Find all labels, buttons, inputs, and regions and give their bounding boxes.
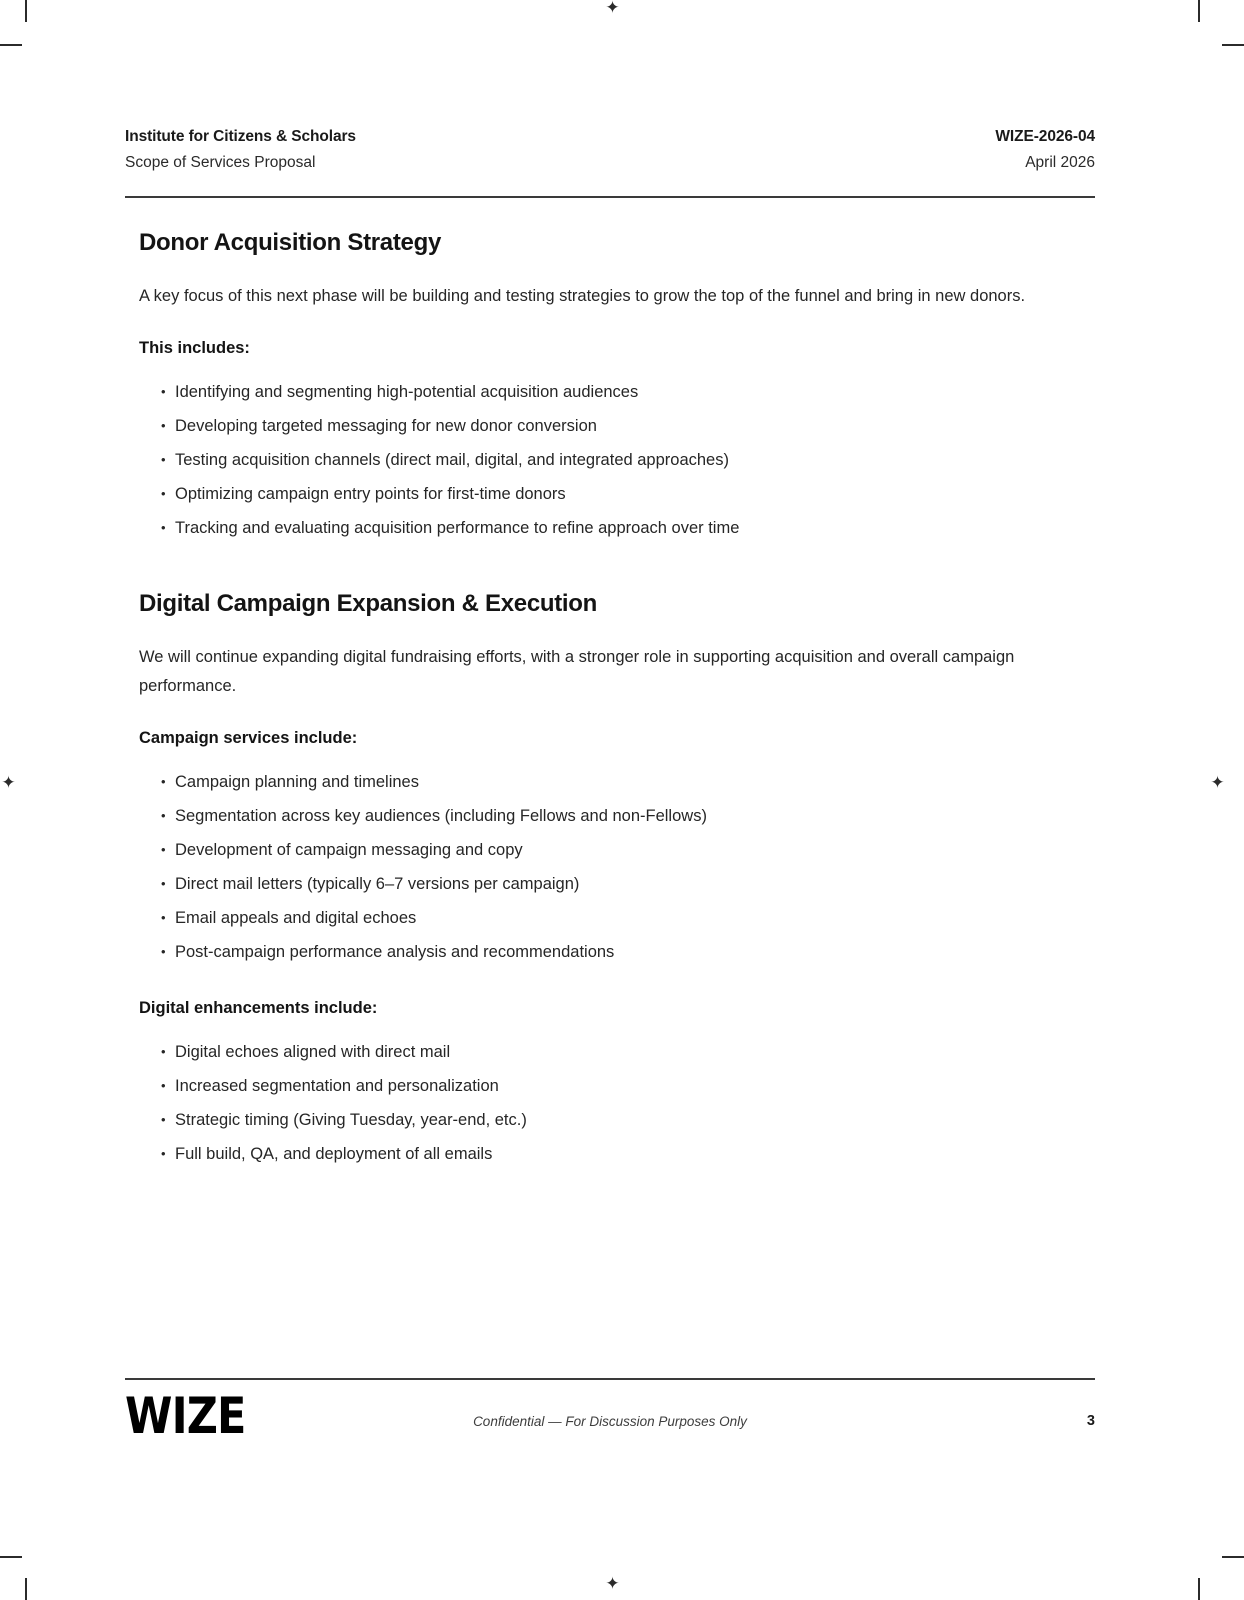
registration-mark-right: ✦ <box>1210 773 1225 793</box>
document-id: WIZE-2026-04 <box>995 128 1095 145</box>
document-date: April 2026 <box>1025 154 1095 171</box>
section-title-donor-acquisition: Donor Acquisition Strategy <box>139 229 441 256</box>
list-item: • Developing targeted messaging for new donor conversion <box>161 409 1089 443</box>
bullet-list-digital-enhancements <box>139 1035 1089 1171</box>
document-body <box>139 228 1089 1197</box>
header-left-block <box>125 126 356 174</box>
list-item: • Identifying and segmenting high-potential acquisition audiences <box>161 375 1089 409</box>
registration-mark-left: ✦ <box>1 773 16 793</box>
list-item: • Digital echoes aligned with direct mail <box>161 1035 1089 1069</box>
crop-mark-top-left-vertical <box>25 0 27 22</box>
list-item: • Full build, QA, and deployment of all emails <box>161 1137 1089 1171</box>
confidentiality-note: Confidential — For Discussion Purposes Only <box>473 1414 747 1429</box>
list-item: • Tracking and evaluating acquisition performance to refine approach over time <box>161 511 1089 545</box>
list-item: • Email appeals and digital echoes <box>161 901 1089 935</box>
document-footer <box>125 1388 1095 1448</box>
organization-name: Institute for Citizens & Scholars <box>125 128 356 145</box>
list-item: • Increased segmentation and personalization <box>161 1069 1089 1103</box>
header-right-block <box>995 126 1095 174</box>
registration-mark-top: ✦ <box>605 0 620 18</box>
list-item: • Testing acquisition channels (direct mail, digital, and integrated approaches) <box>161 443 1089 477</box>
lead-in-campaign-services: Campaign services include: <box>139 729 358 747</box>
crop-mark-bottom-right-vertical <box>1198 1578 1200 1600</box>
header-divider <box>125 196 1095 198</box>
section-paragraph-donor-acquisition: A key focus of this next phase will be building and testing strategies to grow the top of the funnel and bring in new donors. <box>139 287 1026 305</box>
list-item: • Campaign planning and timelines <box>161 765 1089 799</box>
list-item: • Optimizing campaign entry points for first-time donors <box>161 477 1089 511</box>
page-content <box>125 0 1095 1600</box>
crop-mark-bottom-left-vertical <box>25 1578 27 1600</box>
list-item: • Post-campaign performance analysis and recommendations <box>161 935 1089 969</box>
document-subtitle: Scope of Services Proposal <box>125 154 316 171</box>
list-item: • Direct mail letters (typically 6–7 versions per campaign) <box>161 867 1089 901</box>
crop-mark-top-right-horizontal <box>1222 44 1244 46</box>
registration-mark-bottom: ✦ <box>605 1574 620 1594</box>
lead-in-digital-enhancements: Digital enhancements include: <box>139 999 378 1017</box>
crop-mark-top-right-vertical <box>1198 0 1200 22</box>
crop-mark-top-left-horizontal <box>0 44 22 46</box>
crop-mark-bottom-left-horizontal <box>0 1556 22 1558</box>
page-number: 3 <box>1086 1413 1095 1429</box>
footer-divider <box>125 1378 1095 1380</box>
list-item: • Development of campaign messaging and copy <box>161 833 1089 867</box>
section-paragraph-digital-campaign: We will continue expanding digital fundraising efforts, with a stronger role in supporting acquisition and overall campaign performance. <box>139 648 1015 695</box>
list-item: • Segmentation across key audiences (including Fellows and non-Fellows) <box>161 799 1089 833</box>
bullet-list-campaign-services <box>139 765 1089 969</box>
crop-mark-bottom-right-horizontal <box>1222 1556 1244 1558</box>
wize-logo: WIZE <box>125 1387 246 1445</box>
lead-in-this-includes: This includes: <box>139 339 250 357</box>
bullet-list-donor-acquisition <box>139 375 1089 545</box>
list-item: • Strategic timing (Giving Tuesday, year-end, etc.) <box>161 1103 1089 1137</box>
section-title-digital-campaign: Digital Campaign Expansion & Execution <box>139 590 598 617</box>
document-header <box>125 126 1095 174</box>
